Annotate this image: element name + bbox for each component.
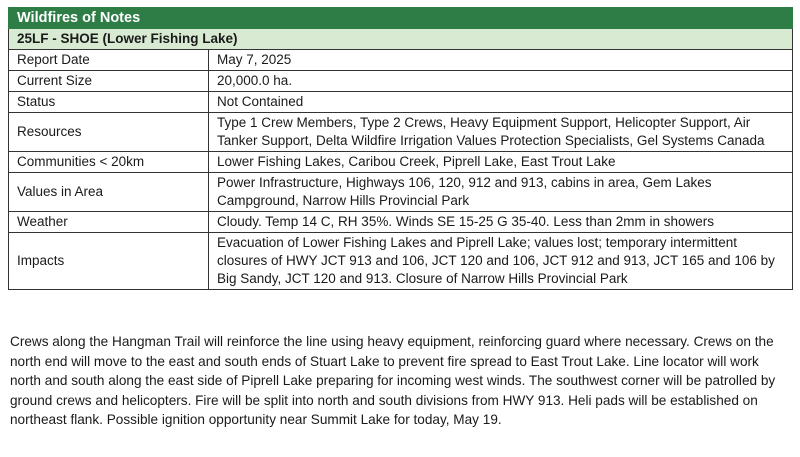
row-label: Weather xyxy=(9,212,209,233)
table-row-status xyxy=(9,92,793,113)
row-label: Communities < 20km xyxy=(9,152,209,173)
row-value: Not Contained xyxy=(209,92,793,113)
row-label: Current Size xyxy=(9,71,209,92)
table-title-row xyxy=(9,8,793,29)
row-value: Evacuation of Lower Fishing Lakes and Piprell Lake; values lost; temporary intermittent closures of HWY JCT 913 and 106, JCT 120 and 106, JCT 912 and 913, JCT 165 and 106 by Big Sandy, JCT 120 and 913. Closure of Narrow Hills Provincial Park xyxy=(209,233,793,290)
row-value: May 7, 2025 xyxy=(209,50,793,71)
row-value: Power Infrastructure, Highways 106, 120, 912 and 913, cabins in area, Gem Lakes Campground, Narrow Hills Provincial Park xyxy=(209,173,793,212)
table-row-report-date xyxy=(9,50,793,71)
wildfire-report-table xyxy=(8,7,793,290)
table-row-resources xyxy=(9,113,793,152)
table-row-values-in-area xyxy=(9,173,793,212)
row-label: Resources xyxy=(9,113,209,152)
row-value: 20,000.0 ha. xyxy=(209,71,793,92)
fire-name-row xyxy=(9,29,793,50)
table-row-communities xyxy=(9,152,793,173)
operations-narrative: Crews along the Hangman Trail will reinforce the line using heavy equipment, reinforcing guard where necessary. Crews on the north end will move to the east and south ends of Stuart Lake to prevent fire spread to East Trout Lake. Line locator will work north and south along the east side of Piprell Lake preparing for incoming west winds. The southwest corner will be patrolled by ground crews and helicopters. Fire will be split into north and south divisions from HWY 913. Heli pads will be established on northeast flank. Possible ignition opportunity near Summit Lake for today, May 19. xyxy=(10,334,776,428)
table-title: Wildfires of Notes xyxy=(9,8,793,29)
row-value: Type 1 Crew Members, Type 2 Crews, Heavy Equipment Support, Helicopter Support, Air Tanker Support, Delta Wildfire Irrigation Values Protection Specialists, Gel Systems Canada xyxy=(209,113,793,152)
row-value: Lower Fishing Lakes, Caribou Creek, Piprell Lake, East Trout Lake xyxy=(209,152,793,173)
row-label: Values in Area xyxy=(9,173,209,212)
row-label: Impacts xyxy=(9,233,209,290)
row-label: Report Date xyxy=(9,50,209,71)
table-row-impacts xyxy=(9,233,793,290)
table-row-weather xyxy=(9,212,793,233)
row-label: Status xyxy=(9,92,209,113)
row-value: Cloudy. Temp 14 C, RH 35%. Winds SE 15-25 G 35-40. Less than 2mm in showers xyxy=(209,212,793,233)
table-row-current-size xyxy=(9,71,793,92)
fire-name: 25LF - SHOE (Lower Fishing Lake) xyxy=(9,29,793,50)
